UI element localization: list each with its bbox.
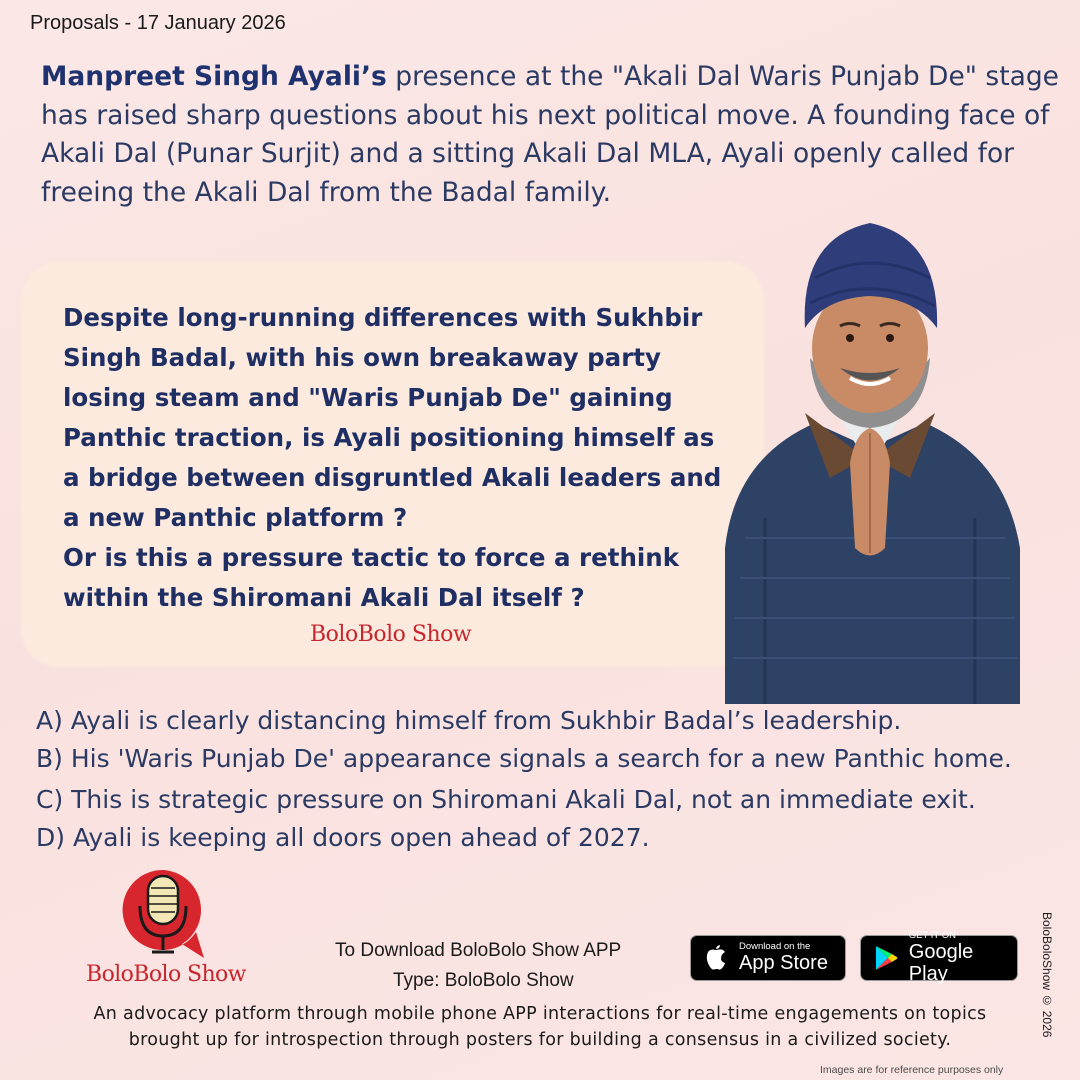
microphone-logo-icon (118, 866, 208, 966)
question-line: Panthic traction, is Ayali positioning himself as (63, 423, 715, 452)
tagline-line: brought up for introspection through posters for building a consensus in a civilized society. (128, 1030, 952, 1050)
question-brand-mark: BoloBolo Show (310, 622, 472, 647)
question-line: Singh Badal, with his own breakaway party (63, 343, 661, 372)
option-b: B) His 'Waris Punjab De' appearance signals a search for a new Panthic home. (36, 744, 1012, 773)
question-text (63, 298, 753, 618)
googleplay-label: Google Play (908, 941, 974, 985)
dateline: Proposals - 17 January 2026 (30, 12, 286, 34)
image-disclaimer: Images are for reference purposes only (820, 1064, 1004, 1076)
question-line: Or is this a pressure tactic to force a rethink (63, 543, 680, 572)
google-play-icon (871, 943, 901, 973)
googleplay-small-label: GET IT ON (908, 930, 956, 941)
platform-tagline (30, 1001, 1050, 1053)
question-line: a bridge between disgruntled Akali leaders and (63, 463, 722, 492)
option-d: D) Ayali is keeping all doors open ahead of 2027. (36, 823, 650, 852)
question-line: a new Panthic platform ? (63, 503, 408, 532)
question-line: Despite long-running differences with Sukhbir (63, 303, 703, 332)
download-instruction: To Download BoloBolo Show APP (335, 940, 622, 961)
appstore-small-label: Download on the (739, 941, 811, 952)
tagline-line: An advocacy platform through mobile phone APP interactions for real-time engagements on topics (93, 1004, 987, 1024)
option-c: C) This is strategic pressure on Shiromani Akali Dal, not an immediate exit. (36, 785, 976, 814)
search-instruction: Type: BoloBolo Show (393, 970, 574, 991)
app-store-badge[interactable] (690, 935, 846, 981)
intro-text: presence at the "Akali Dal Waris Punjab De" stage has raised sharp questions about his next political move. A founding face of Akali Dal (Punar Surjit) and a sitting Akali Dal MLA, Ayali openly called for freeing the Akali Dal from the Badal family. (41, 61, 1059, 208)
question-line: losing steam and "Waris Punjab De" gaining (63, 383, 673, 412)
question-line: within the Shiromani Akali Dal itself ? (63, 583, 585, 612)
appstore-label: App Store (739, 952, 828, 974)
apple-icon (701, 943, 731, 973)
intro-paragraph (41, 58, 1061, 212)
intro-name: Manpreet Singh Ayali’s (41, 61, 387, 92)
copyright-notice: BoloBoloShow © 2026 (1040, 912, 1054, 1038)
option-a: A) Ayali is clearly distancing himself from Sukhbir Badal’s leadership. (36, 706, 902, 735)
google-play-badge[interactable] (860, 930, 1018, 985)
brand-label: BoloBolo Show (86, 962, 246, 987)
portrait-image (705, 218, 1035, 704)
